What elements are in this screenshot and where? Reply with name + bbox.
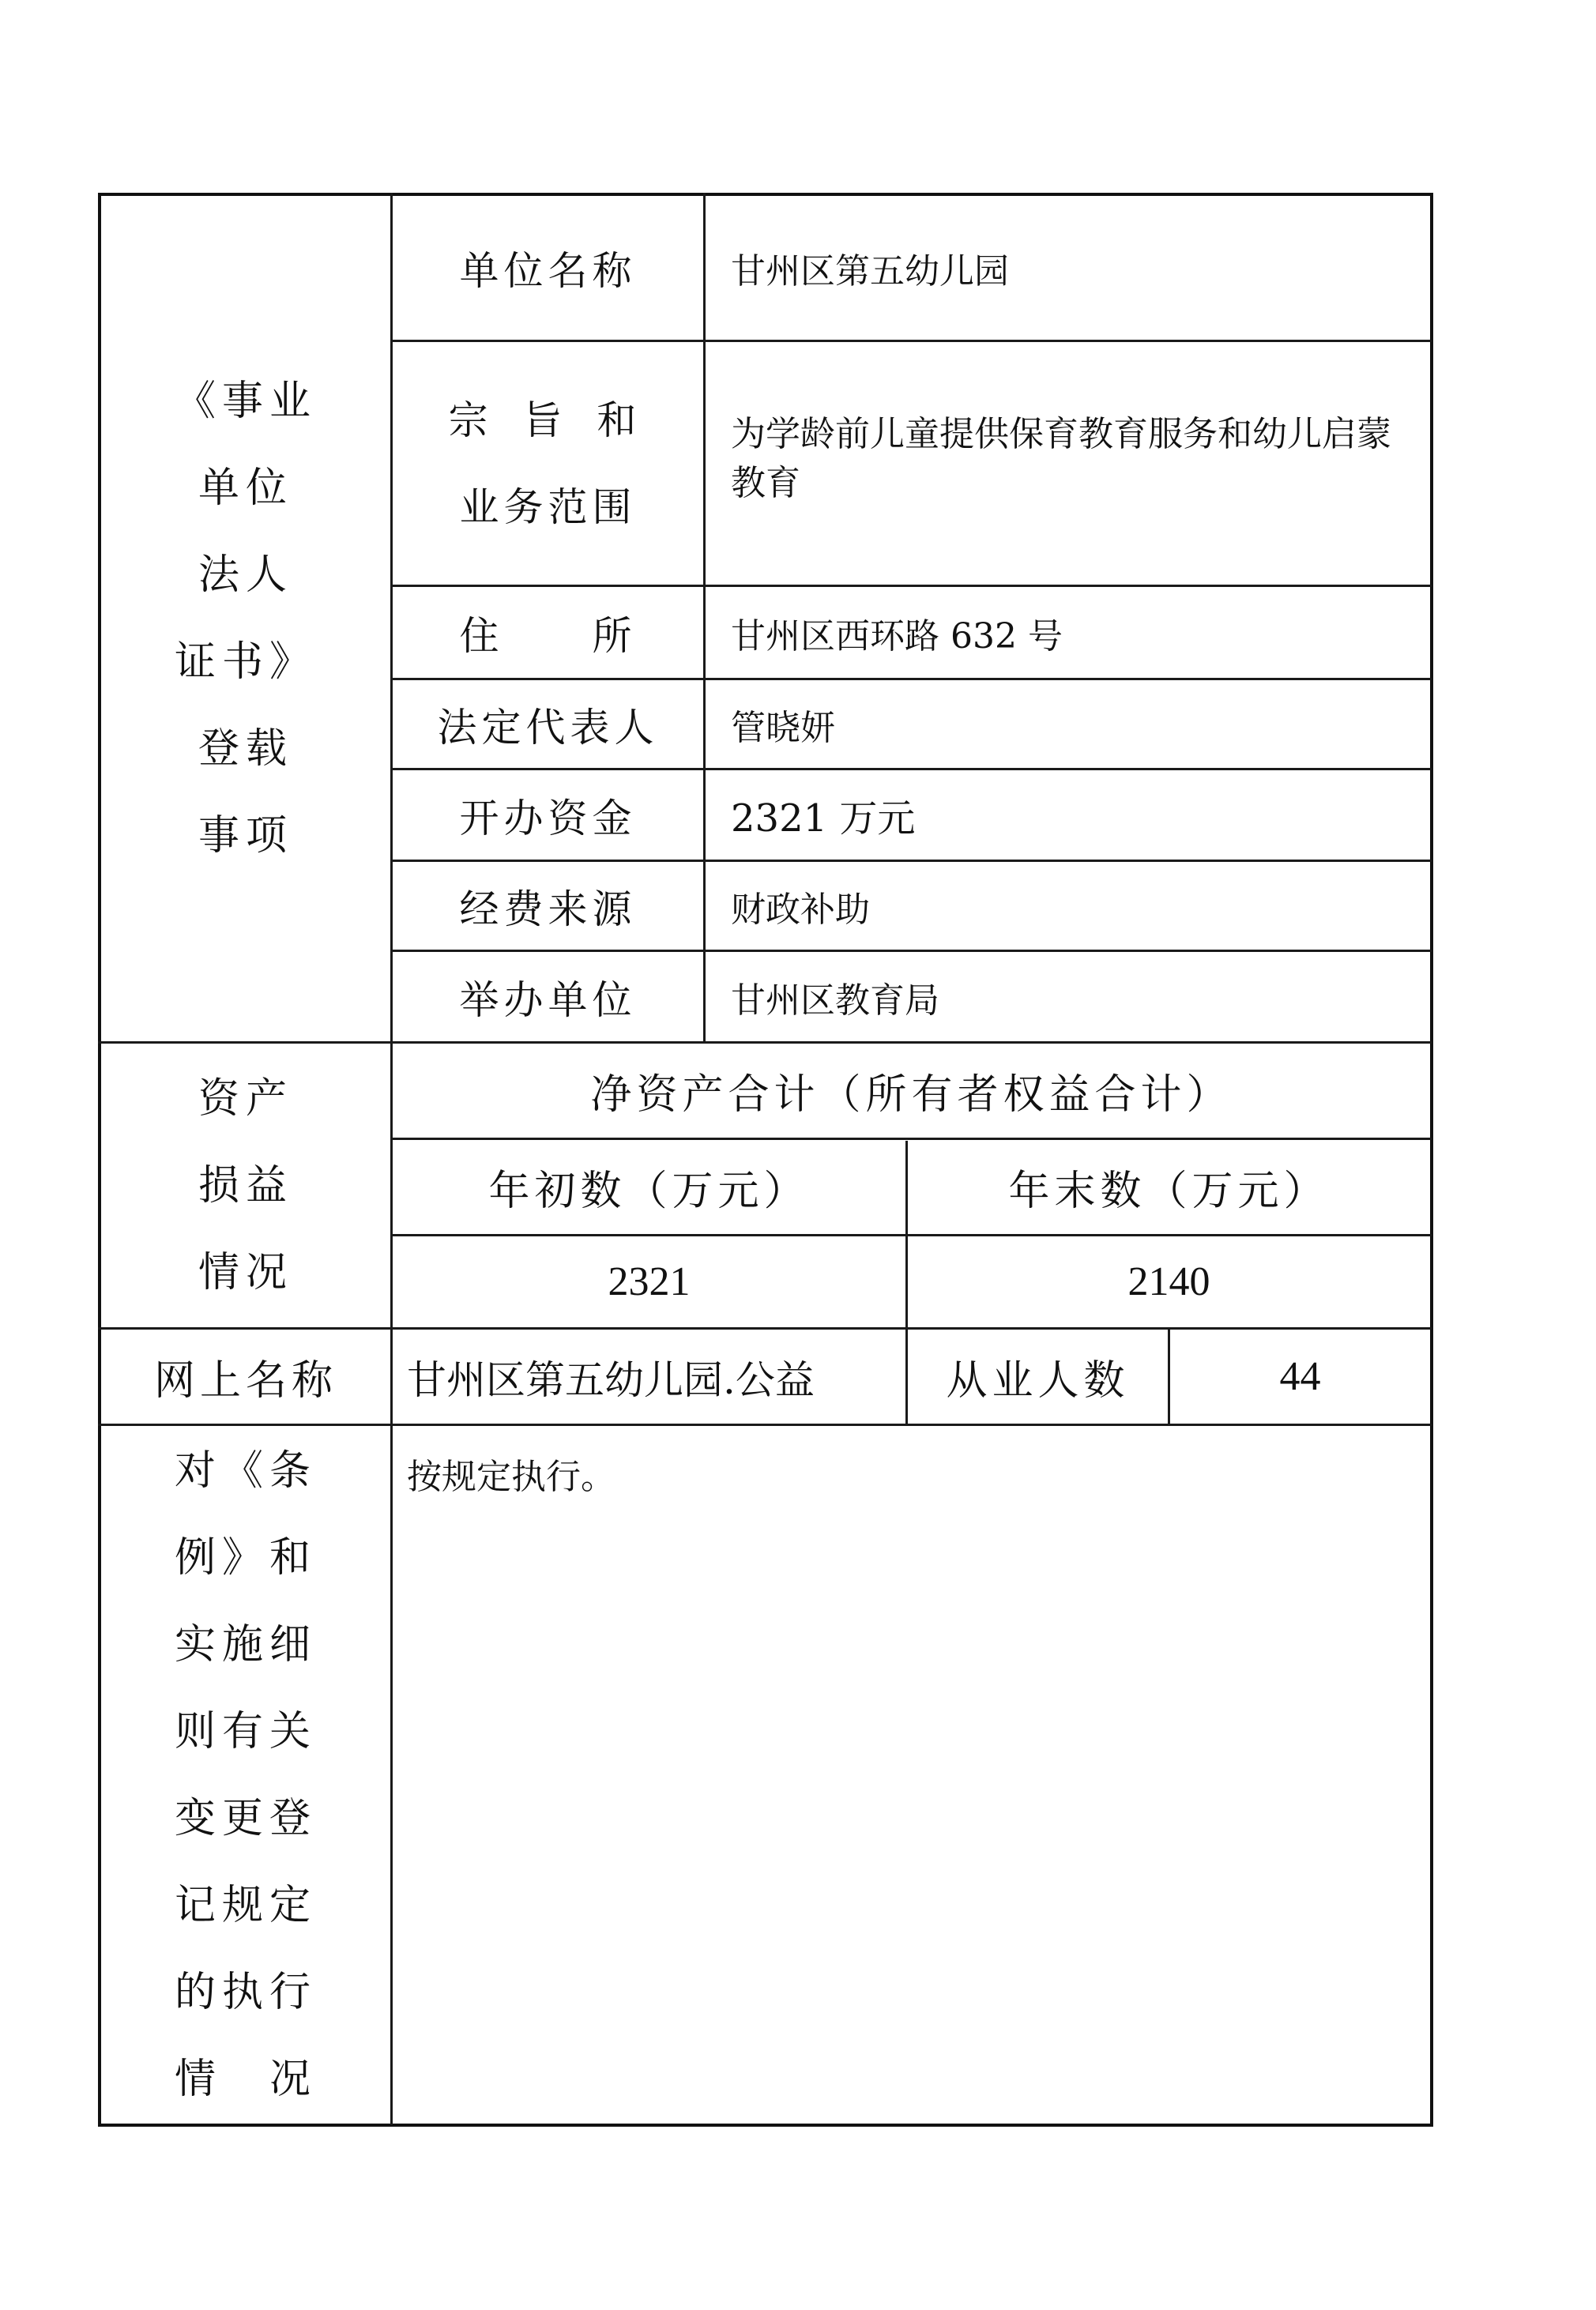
execution-heading bbox=[101, 1426, 390, 2124]
heading-line: 资产 bbox=[198, 1074, 293, 1123]
capital-label: 开办资金 bbox=[459, 795, 637, 841]
heading-line: 变更登 bbox=[174, 1794, 317, 1842]
heading-line: 例》和 bbox=[174, 1533, 317, 1582]
label-line: 业务范围 bbox=[459, 483, 637, 530]
heading-line: 记规定 bbox=[174, 1881, 317, 1929]
unit-name-value: 甘州区第五幼儿园 bbox=[731, 251, 1009, 292]
heading-line: 登载 bbox=[198, 725, 293, 773]
heading-line: 情 况 bbox=[174, 2055, 317, 2103]
unit-name-label: 单位名称 bbox=[459, 248, 637, 294]
heading-line: 《事业 bbox=[174, 378, 317, 425]
end-of-year-label: 年末数（万元） bbox=[1008, 1168, 1330, 1215]
online-name-label: 网上名称 bbox=[153, 1357, 337, 1405]
heading-line: 情况 bbox=[198, 1248, 293, 1296]
heading-line: 证书》 bbox=[174, 638, 317, 686]
end-of-year-value: 2140 bbox=[1127, 1259, 1210, 1304]
registration-heading bbox=[101, 196, 390, 1041]
address-label: 住 所 bbox=[459, 612, 637, 659]
online-name-value: 甘州区第五幼儿园.公益 bbox=[407, 1356, 815, 1403]
legal-rep-value: 管晓妍 bbox=[731, 707, 835, 748]
heading-line: 对《条 bbox=[174, 1447, 317, 1495]
assets-heading bbox=[101, 1044, 390, 1327]
funding-source-value: 财政补助 bbox=[731, 889, 870, 930]
address-value: 甘州区西环路 632 号 bbox=[731, 615, 1063, 657]
sponsor-label: 举办单位 bbox=[459, 976, 637, 1023]
heading-line: 实施细 bbox=[174, 1620, 317, 1669]
label-line: 宗 旨 和 bbox=[448, 397, 648, 443]
purpose-scope-value: 为学龄前儿童提供保育教育服务和幼儿启蒙教育 bbox=[731, 414, 1391, 503]
heading-line: 损益 bbox=[198, 1161, 293, 1210]
start-of-year-label: 年初数（万元） bbox=[488, 1168, 810, 1215]
heading-line: 事项 bbox=[198, 812, 293, 860]
heading-line: 法人 bbox=[198, 551, 293, 599]
funding-source-label: 经费来源 bbox=[459, 886, 637, 932]
purpose-scope-label bbox=[393, 342, 703, 585]
net-assets-title: 净资产合计（所有者权益合计） bbox=[590, 1071, 1233, 1119]
legal-rep-label: 法定代表人 bbox=[437, 704, 659, 751]
start-of-year-value: 2321 bbox=[608, 1259, 691, 1304]
staff-count-value: 44 bbox=[1279, 1354, 1321, 1399]
heading-line: 则有关 bbox=[174, 1707, 317, 1755]
heading-line: 的执行 bbox=[174, 1968, 317, 2016]
execution-text: 按规定执行。 bbox=[407, 1457, 615, 1497]
heading-line: 单位 bbox=[198, 465, 293, 512]
staff-count-label: 从业人数 bbox=[946, 1357, 1130, 1405]
capital-value: 2321 万元 bbox=[731, 796, 916, 841]
sponsor-value: 甘州区教育局 bbox=[731, 980, 939, 1021]
